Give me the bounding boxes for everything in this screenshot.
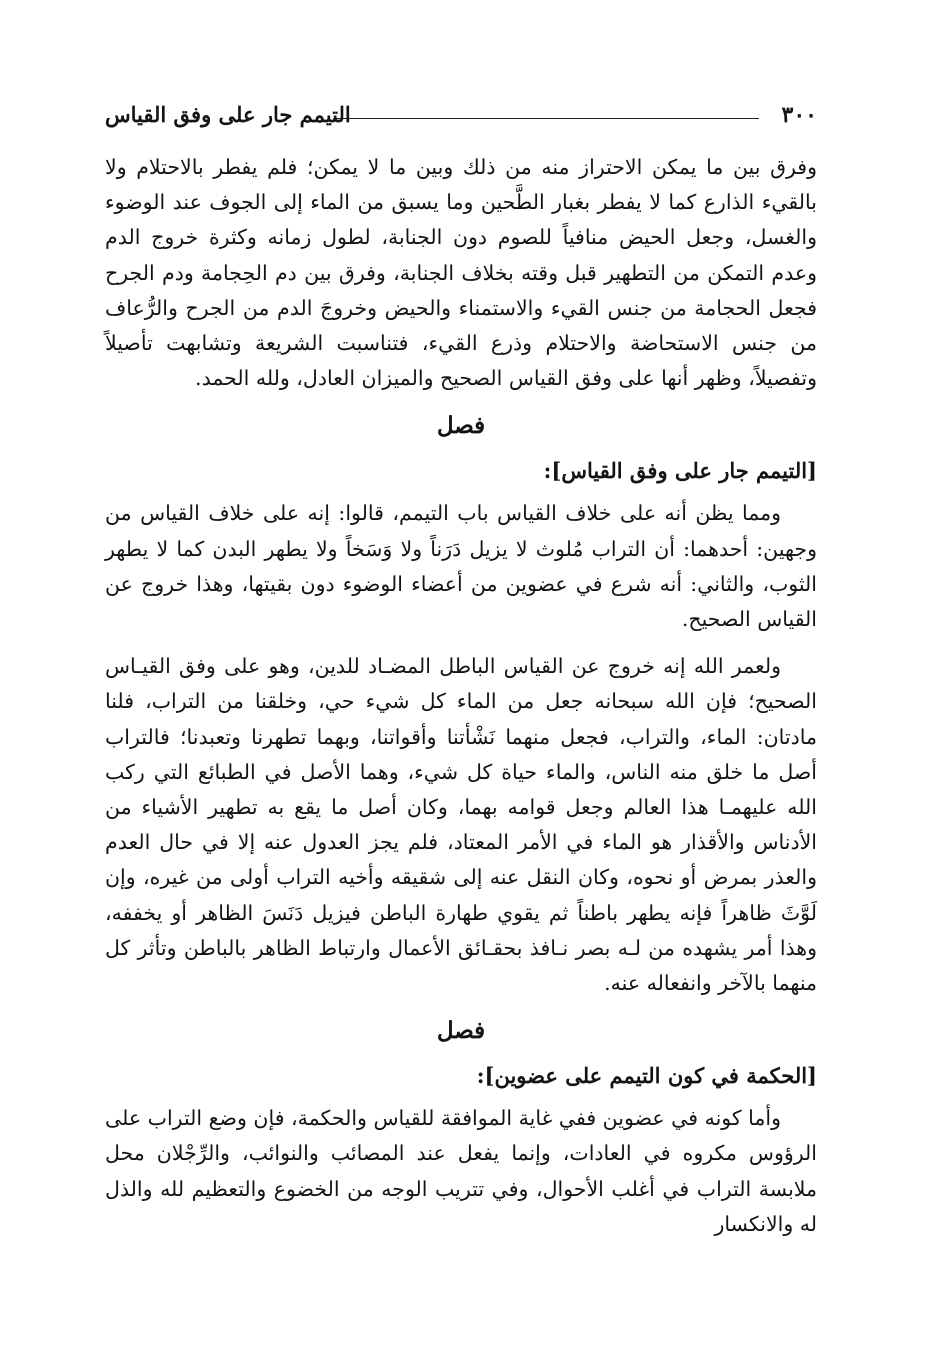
header-rule — [333, 118, 759, 119]
body-text — [105, 150, 817, 1242]
section-heading: فصل — [436, 1017, 486, 1045]
paragraph: وأما كونه في عضوين ففي غاية الموافقة للقياس والحكمة، فإن وضع التراب على الرؤوس مكروه في العادات، وإنما يفعل عند المصائب والنوائب، والرِّجْلان محل ملابسة التراب في أغلب الأحوال، وفي تتريب الوجه من الخضوع والتعظيم لله والذل له والانكسار — [105, 1106, 817, 1236]
running-title: التيمم جار على وفق القياس — [105, 102, 351, 127]
paragraph: ولعمر الله إنه خروج عن القياس الباطل المضـاد للدين، وهو على وفق القيـاس الصحيح؛ فإن الله سبحانه جعل من الماء كل شيء حي، وخلقنا من التراب، فلنا مادتان: الماء، والتراب، فجعل منهما نَشْأتنا وأقواتنا، وبهما تطهرنا وتعبدنا؛ فالتراب أصل ما خلق منه الناس، والماء حياة كل شيء، وهما الأصل في الطبائع التي ركب الله عليهمـا هذا العالم وجعل قوامه بهما، وكان أصل ما يقع به تطهير الأشياء من الأدناس والأقذار هو الماء في الأمر المعتاد، فلم يجز العدول عنه إلا في حال العدم والعذر بمرض أو نحوه، وكان النقل عنه إلى شقيقه وأخيه التراب أولى من غيره، وإن لَوَّثَ ظاهراً فإنه يطهر باطناً ثم يقوي طهارة الباطن فيزيل دَنَسَ الظاهر أو يخففه، وهذا أمر يشهده من لـه بصر نـافذ بحقـائق الأعمال وارتباط الظاهر بالباطن وتأثر كل منهما بالآخر وانفعاله عنه. — [105, 654, 817, 996]
page-number: ٣٠٠ — [781, 102, 817, 128]
section-heading: فصل — [436, 412, 486, 440]
paragraph: وفرق بين ما يمكن الاحتراز منه من ذلك وبين ما لا يمكن؛ فلم يفطر بالاحتلام ولا بالقيء الذارع كما لا يفطر بغبار الطَّحين وما يسبق من الماء إلى الجوف عند الوضوء والغسل، وجعل الحيض منافياً للصوم دون الجنابة، لطول زمانه وكثرة خروج الدم وعدم التمكن من التطهير قبل وقته بخلاف الجنابة، وفرق بين دم الحِجامة ودم الجرح فجعل الحجامة من جنس القيء والاستمناء والحيض وخروجَ الدم من الجرح والرُّعاف من جنس الاستحاضة والاحتلام وذرع القيء، فتناسبت الشريعة وتشابهت تأصيلاً وتفصيلاً، وظهر أنها على وفق القياس الصحيح والميزان العادل، ولله الحمد. — [105, 155, 817, 391]
sub-heading: [التيمم جار على وفق القياس]: — [543, 458, 817, 484]
running-header — [105, 100, 817, 134]
sub-heading: [الحكمة في كون التيمم على عضوين]: — [476, 1063, 817, 1089]
paragraph: ومما يظن أنه على خلاف القياس باب التيمم، قالوا: إنه على خلاف القياس من وجهين: أحدهما: أن التراب مُلوث لا يزيل دَرَناً ولا وَسَخاً ولا يطهر البدن كما لا يطهر الثوب، والثاني: أنه شرع في عضوين من أعضاء الوضوء دون بقيتها، وهذا خروج عن القياس الصحيح. — [105, 501, 817, 632]
